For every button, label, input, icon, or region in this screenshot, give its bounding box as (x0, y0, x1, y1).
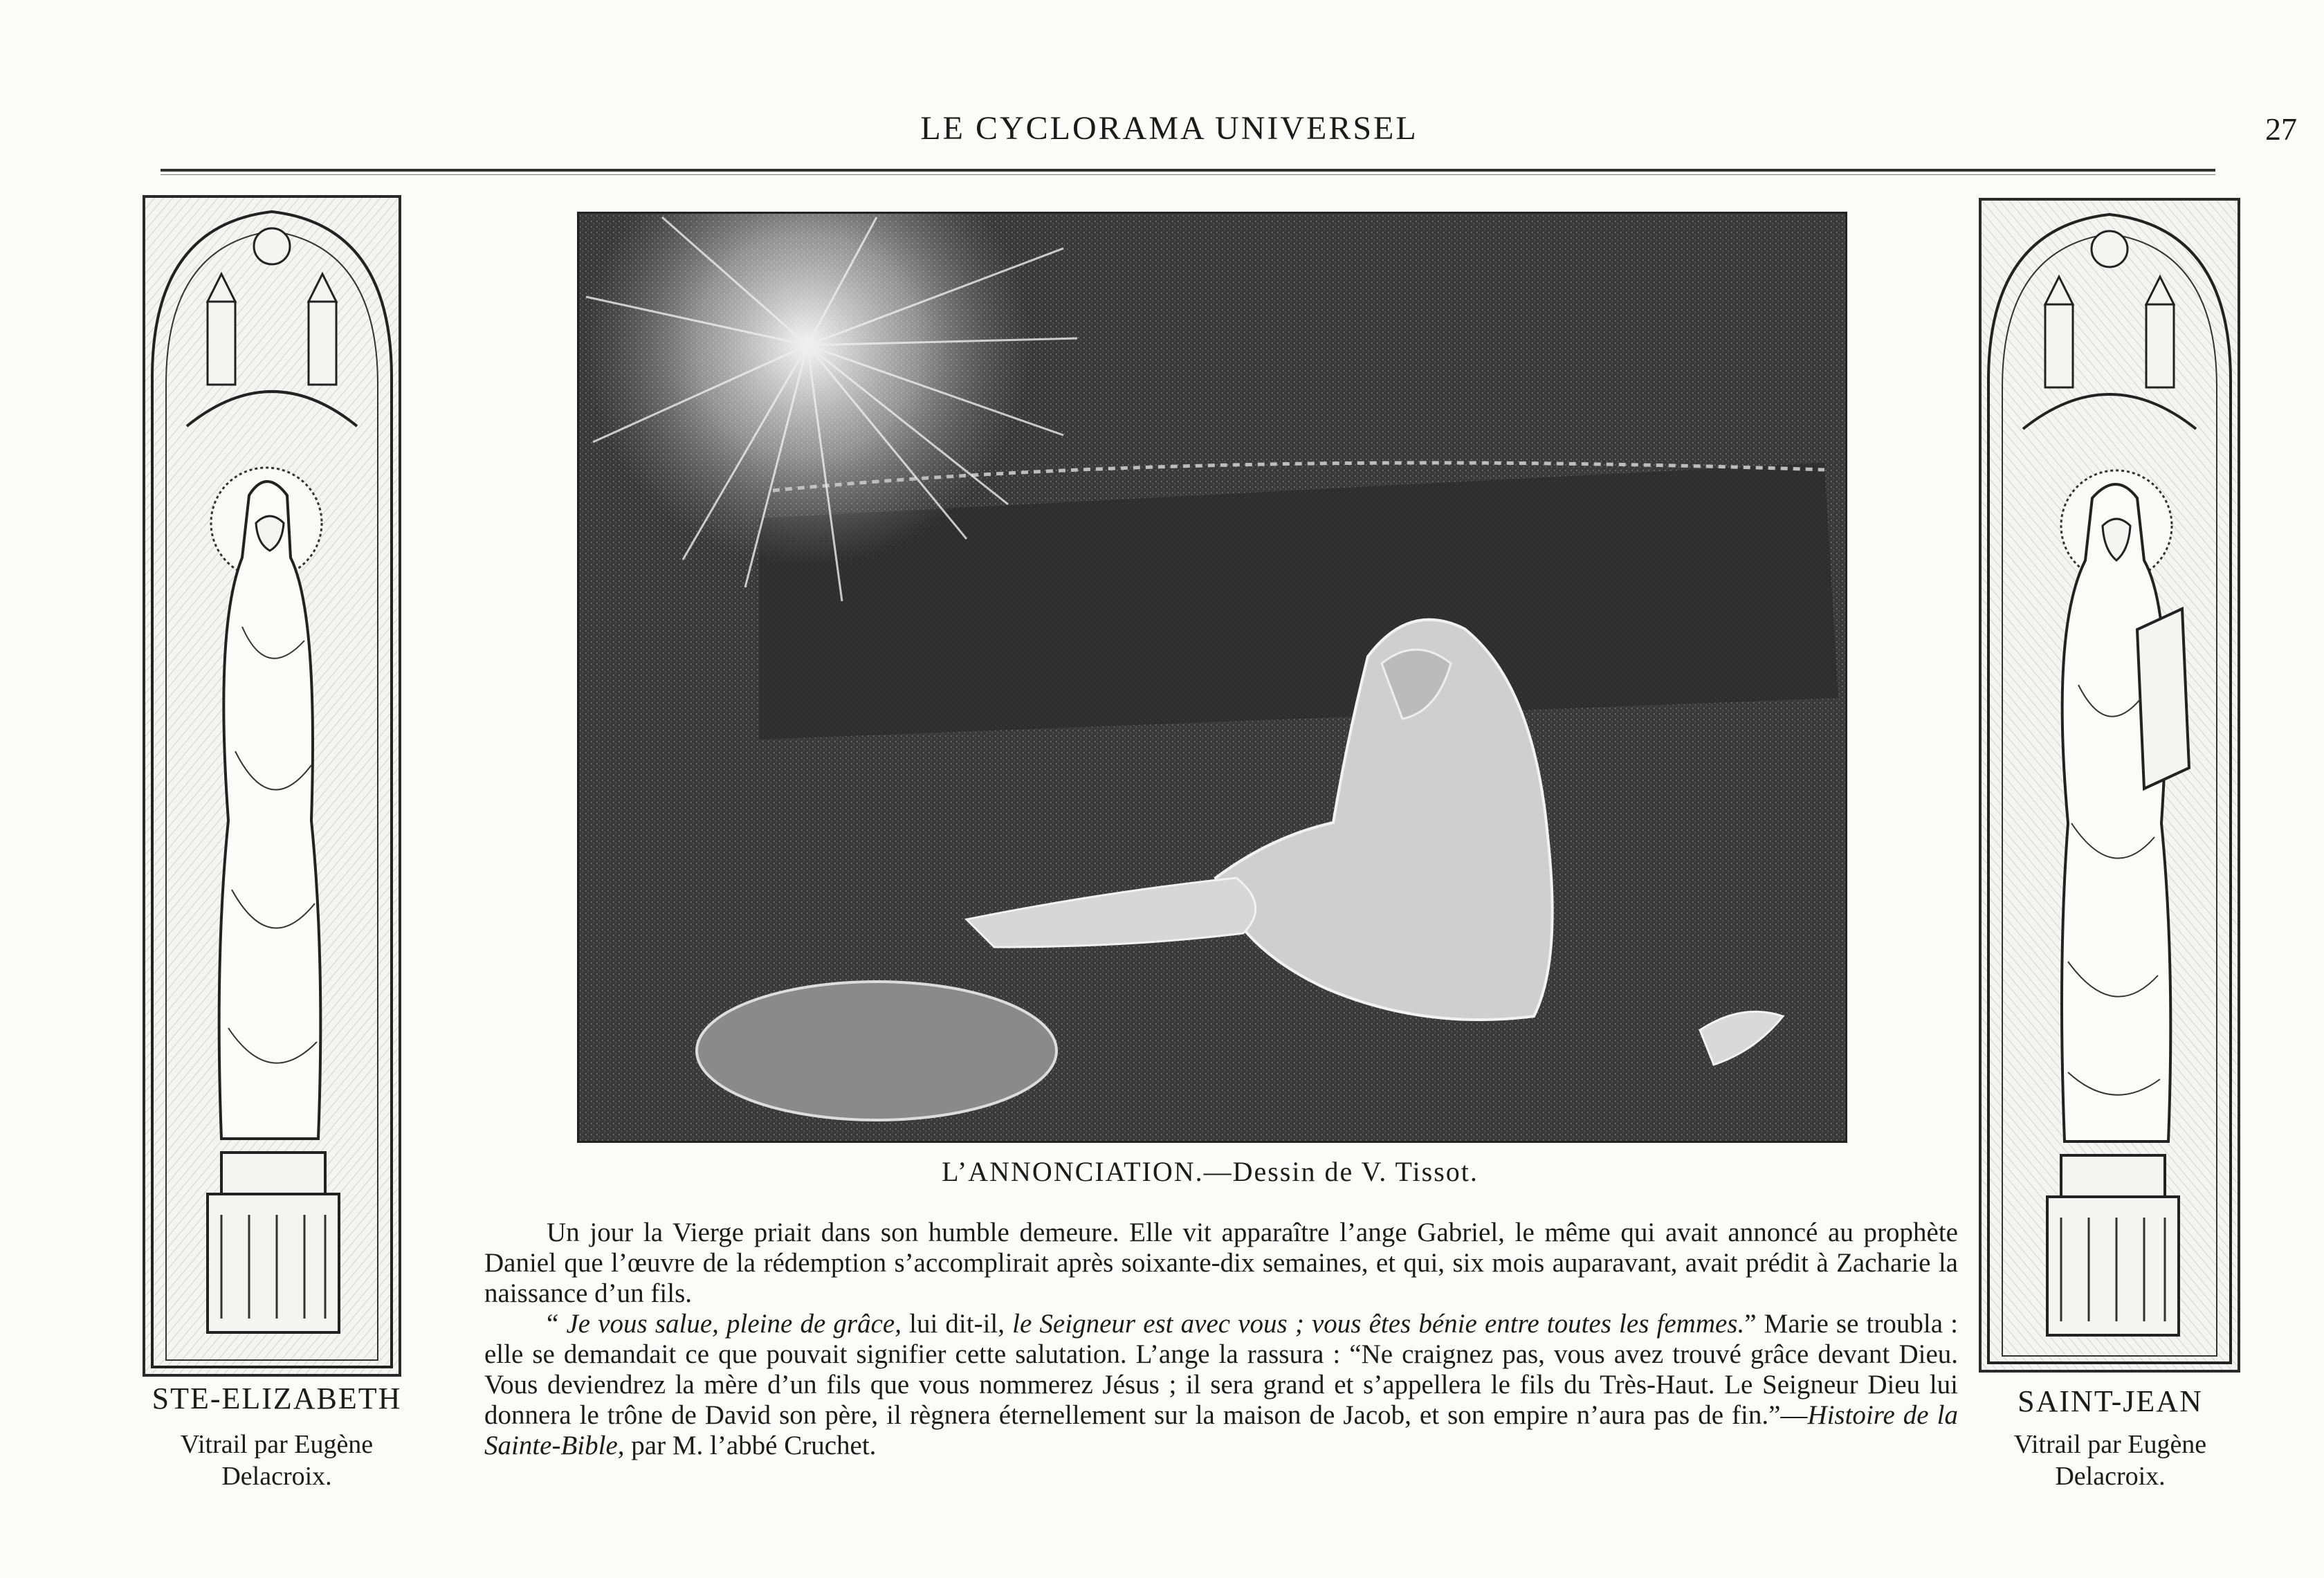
left-panel-credit-line-2: Delacroix. (221, 1462, 332, 1491)
article-paragraph-2 (484, 1309, 1958, 1461)
header-rule-thin (161, 174, 2215, 175)
article-paragraph-1: Un jour la Vierge priait dans son humble demeure. Elle vit apparaître l’ange Gabriel, le même qui avait annoncé au prophète Daniel que l’œuvre de la rédemption s’accomplirait après soixante-dix semaines, et qui, six mois auparavant, avait prédit à Zacharie la naissance d’un fils. (484, 1218, 1958, 1308)
right-panel-name: SAINT-JEAN (2018, 1384, 2203, 1418)
source-title: Histoire de la Sainte-Bible, (484, 1400, 1958, 1460)
header-rule (161, 169, 2215, 172)
ste-elizabeth-figure-icon (145, 198, 399, 1374)
running-title: LE CYCLORAMA UNIVERSEL (920, 110, 1418, 147)
article-body (484, 1218, 1958, 1461)
narration-text: lui dit-il, (901, 1309, 1013, 1339)
quote-open-mark: “ (547, 1309, 567, 1339)
right-panel-credit-line-1: Vitrail par Eugène (2013, 1430, 2207, 1459)
annunciation-illustration (577, 212, 1847, 1143)
left-panel-name: STE-ELIZABETH (152, 1382, 402, 1415)
stained-glass-illustration-left (143, 195, 401, 1377)
annunciation-scene-icon (579, 214, 1845, 1141)
narration-text-continued: ” Marie se troubla : elle se demandait ce que pouvait signifier cette salutation. L’ange la rassura : “Ne craignez pas, vous avez trouvé grâce devant Dieu. Vous deviendrez la mère d’un fils que vous nommerez Jésus ; il sera grand et s’appellera le fils du Très-Haut. Le Seigneur Dieu lui donnera le trône de David son père, il règnera éternellement sur la maison de Jacob, et son empire n’aura pas de fin.”— (484, 1309, 1958, 1430)
page-number: 27 (2265, 111, 2297, 147)
main-picture-caption: L’ANNONCIATION.—Dessin de V. Tissot. (942, 1156, 1479, 1187)
angel-salutation: Je vous salue, pleine de grâce, (566, 1309, 902, 1339)
angel-salutation-continued: le Seigneur est avec vous ; vous êtes bénie entre toutes les femmes. (1012, 1309, 1745, 1339)
source-author: par M. l’abbé Cruchet. (624, 1431, 877, 1460)
saint-jean-figure-icon (1982, 201, 2238, 1370)
left-panel-credit-line-1: Vitrail par Eugène (180, 1430, 374, 1459)
right-panel-credit-line-2: Delacroix. (2055, 1462, 2166, 1491)
stained-glass-illustration-right (1979, 198, 2240, 1373)
